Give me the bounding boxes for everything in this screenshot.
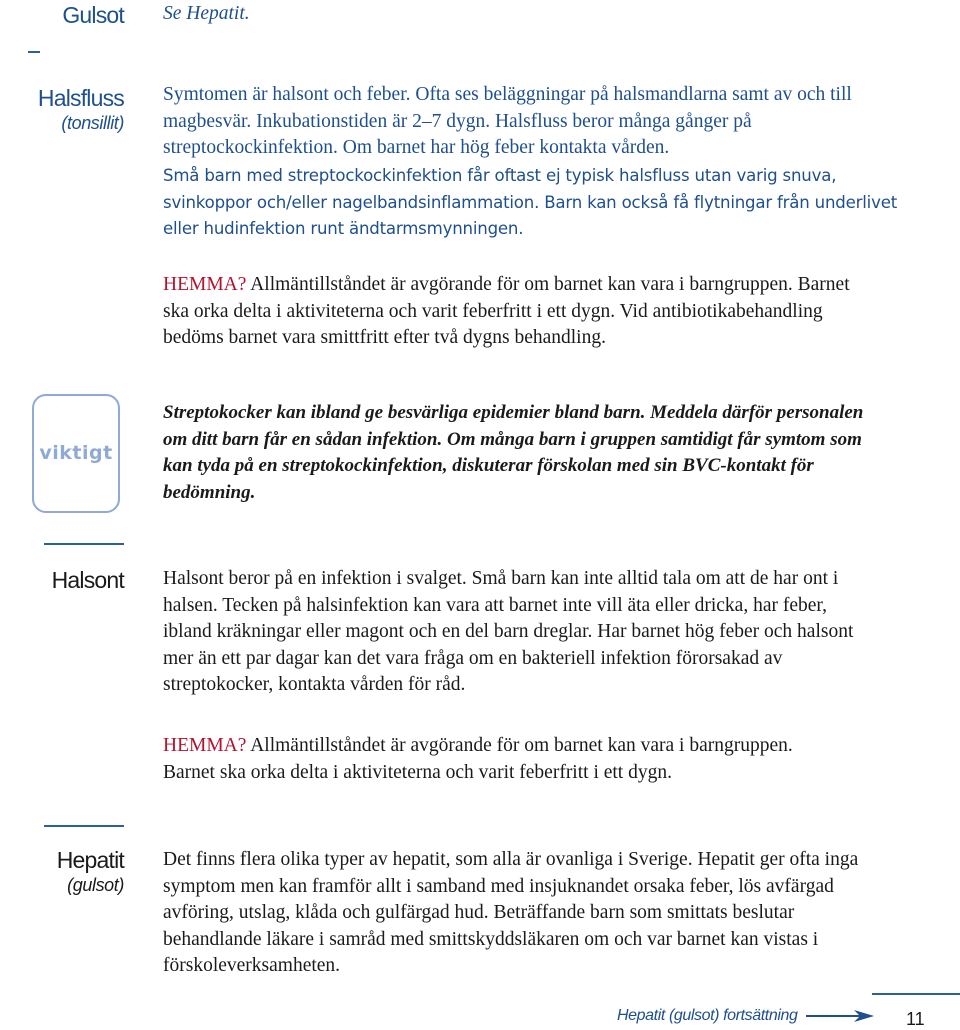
gulsot-reference: Se Hepatit. xyxy=(163,3,250,24)
term-hepatit-subterm: (gulsot) xyxy=(67,875,124,895)
term-hepatit xyxy=(57,847,124,897)
footer-rule xyxy=(872,993,960,995)
viktigt-badge xyxy=(32,394,120,513)
hemma-label: HEMMA? xyxy=(163,735,247,756)
halsfluss-hemma-text: Allmäntillståndet är avgörande för om barnet kan vara i barngruppen. Barnet ska orka delta i aktiviteterna och varit feberfritt i ett dygn. Vid antibiotikabehandling bedöms barnet vara smittfritt efter två dygns behandling. xyxy=(163,274,850,349)
halsfluss-paragraph-2 xyxy=(163,163,923,243)
term-halsfluss-subterm: (tonsillit) xyxy=(61,113,124,133)
viktigt-paragraph xyxy=(163,400,883,506)
term-halsfluss xyxy=(38,85,124,135)
term-hepatit-label: Hepatit xyxy=(56,847,124,873)
term-gulsot-label: Gulsot xyxy=(62,2,124,28)
halsont-hemma-paragraph xyxy=(163,733,843,786)
hepatit-paragraph-1 xyxy=(163,847,881,980)
viktigt-italic-text: Streptokocker kan ibland ge besvärliga epidemier bland barn. xyxy=(163,402,646,423)
halsont-paragraph-1-text: Halsont beror på en infektion i svalget. Små barn kan inte alltid tala om att de har ont i halsen. Tecken på halsinfektion kan vara att barnet inte vill äta eller dricka, har feber, ibland kräkningar eller magont och en del barn dreglar. Har barnet hög feber och halsont mer än ett par dagar kan det vara fråga om en bakteriell infektion förorsakad av streptokocker, kontakta vården för råd. xyxy=(163,568,854,696)
term-halsont-label: Halsont xyxy=(51,567,124,593)
hemma-label: HEMMA? xyxy=(163,274,247,295)
divider-rule xyxy=(44,825,124,827)
divider-rule xyxy=(44,543,124,545)
term-halsont xyxy=(52,567,124,593)
halsfluss-paragraph-2-text: Små barn med streptockockinfektion får oftast ej typisk halsfluss utan varig snuva, svinkoppor och/eller nagelbandsinflammation. Barn kan också få flytningar från underlivet eller hudinfektion runt ändtarmsmynningen. xyxy=(163,166,898,239)
arrow-right-icon xyxy=(806,1007,876,1028)
continuation-link[interactable]: Hepatit (gulsot) fortsättning xyxy=(617,1007,798,1024)
divider-rule xyxy=(28,51,40,53)
hepatit-paragraph-1-text: Det finns flera olika typer av hepatit, som alla är ovanliga i Sverige. Hepatit ger ofta inga symptom men kan framför allt i samband med insjuknandet orsaka feber, lös avfärgad avföring, utslag, klåda och gulfärgad hud. Beträffande barn som smittats beslutar behandlande läkare i samråd med smittskyddsläkaren om och var barnet kan vistas i förskoleverksamheten. xyxy=(163,849,859,977)
halsont-paragraph-1 xyxy=(163,566,863,699)
page-number: 11 xyxy=(906,1009,925,1029)
term-halsfluss-label: Halsfluss xyxy=(37,85,124,111)
viktigt-label: viktigt xyxy=(39,442,113,464)
halsont-hemma-text: Allmäntillståndet är avgörande för om barnet kan vara i barngruppen. Barnet ska orka delta i aktiviteterna och varit feberfritt i ett dygn. xyxy=(163,735,793,783)
halsfluss-hemma-paragraph xyxy=(163,272,853,352)
halsfluss-paragraph-1-text: Symtomen är halsont och feber. Ofta ses beläggningar på halsmandlarna samt av och till magbesvär. Inkubationstiden är 2–7 dygn. Halsfluss beror många gånger på streptockockinfektion. Om barnet har hög feber kontakta vården. xyxy=(163,84,852,159)
term-gulsot xyxy=(62,2,124,28)
viktigt-bold-text: Meddela därför personalen om ditt barn får en sådan infektion. Om många barn i gruppen samtidigt får symtom som kan tyda på en streptokockinfektion, diskuterar förskolan med sin BVC-kontakt för bedömning. xyxy=(163,402,864,503)
halsfluss-paragraph-1 xyxy=(163,82,923,162)
